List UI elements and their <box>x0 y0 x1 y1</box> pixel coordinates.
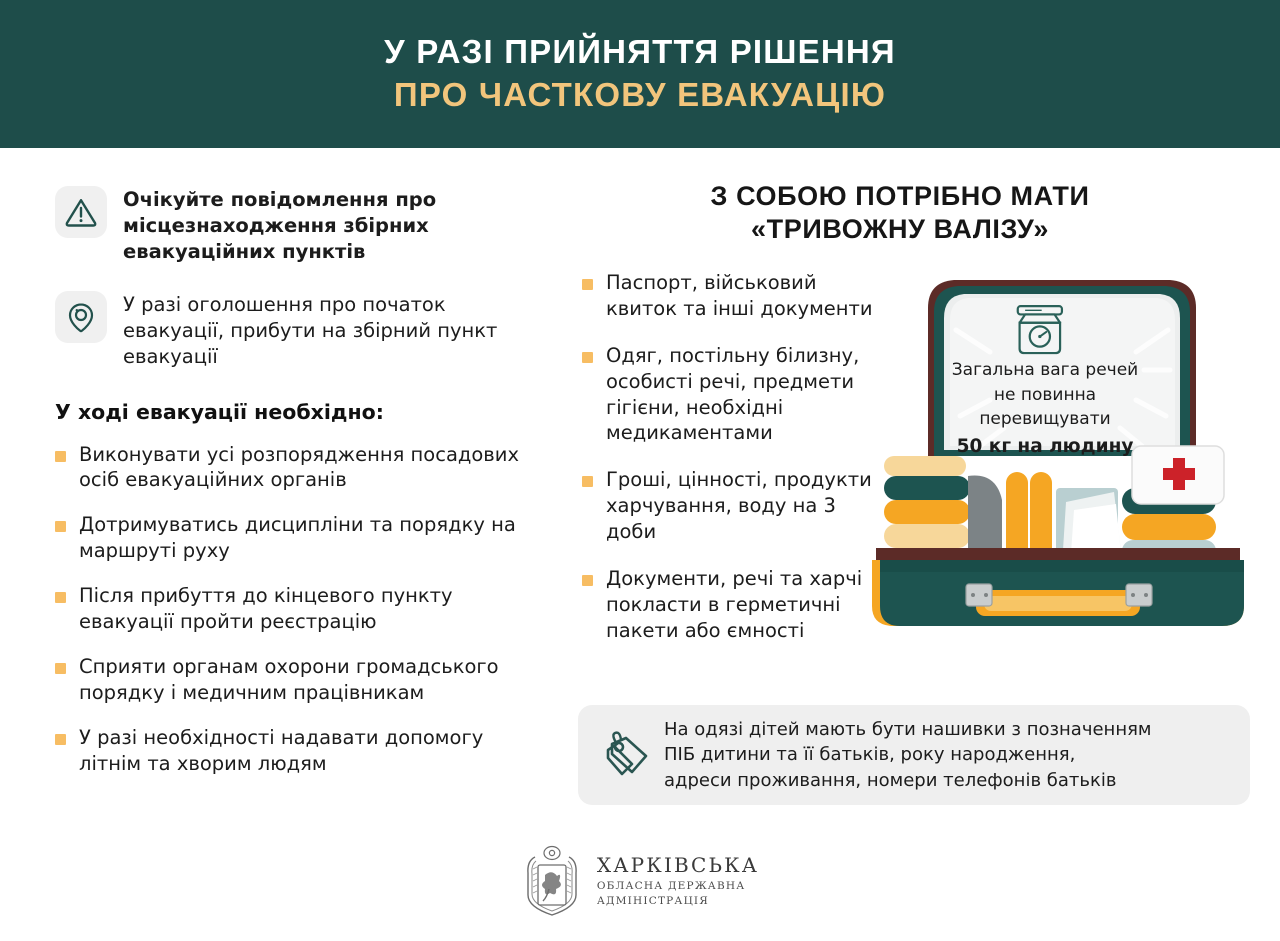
evacuation-duties-list <box>55 442 540 777</box>
list-item-label: У разі необхідності надавати допомогу літнім та хворим людям <box>79 725 484 775</box>
list-item <box>582 566 880 644</box>
page-header <box>0 0 1280 148</box>
list-item <box>55 725 540 777</box>
children-labels-note <box>578 705 1250 805</box>
list-item <box>582 343 880 447</box>
header-title-line2: ПРО ЧАСТКОВУ ЕВАКУАЦІЮ <box>393 76 887 113</box>
list-item <box>55 654 540 706</box>
bullet-square-icon <box>582 352 593 363</box>
price-tags-icon <box>600 728 654 782</box>
list-item <box>55 583 540 635</box>
notice-assembly-point <box>55 291 540 370</box>
header-title-line1: У РАЗІ ПРИЙНЯТТЯ РІШЕННЯ <box>384 33 896 71</box>
left-section-title: У ході евакуації необхідно: <box>55 399 384 424</box>
weight-emphasis: 50 кг на людину <box>956 435 1134 457</box>
footer-org-sub2: АДМІНІСТРАЦІЯ <box>596 894 709 907</box>
price-tags-icon-box <box>596 728 658 782</box>
bullet-square-icon <box>582 279 593 290</box>
weight-line2: не повинна <box>993 384 1097 405</box>
list-item-label: Гроші, цінності, продукти харчування, воду на 3 доби <box>606 468 872 544</box>
note-line2: ПІБ дитини та її батьків, року народження, <box>664 744 1076 766</box>
list-item-label: Одяг, постільну білизну, особисті речі, предмети гігієни, необхідні медикаментами <box>606 343 860 445</box>
list-item-label: Документи, речі та харчі покласти в герметичні пакети або ємності <box>606 567 863 643</box>
emergency-bag-list <box>560 270 880 665</box>
content-area <box>0 148 1280 941</box>
right-title-line1: З СОБОЮ ПОТРІБНО МАТИ <box>710 181 1090 211</box>
notice-awaiting-message-text: Очікуйте повідомлення про місцезнаходження збірних евакуаційних пунктів <box>123 188 437 263</box>
location-pin-icon <box>64 300 98 334</box>
footer-org-sub1: ОБЛАСНА ДЕРЖАВНА <box>596 880 746 893</box>
weight-limit-note <box>920 358 1170 461</box>
bullet-square-icon <box>55 734 66 745</box>
bullet-square-icon <box>582 476 593 487</box>
location-pin-icon-box <box>55 291 107 343</box>
children-labels-note-text <box>658 717 1152 794</box>
list-item-label: Після прибуття до кінцевого пункту евакуації пройти реєстрацію <box>79 584 453 634</box>
bullet-square-icon <box>55 592 66 603</box>
bullet-square-icon <box>55 451 66 462</box>
list-item <box>55 442 540 494</box>
right-title-line2: «ТРИВОЖНУ ВАЛІЗУ» <box>751 213 1049 244</box>
bullet-square-icon <box>582 575 593 586</box>
note-line3: адреси проживання, номери телефонів батьків <box>664 769 1117 791</box>
list-item <box>582 270 880 322</box>
footer-org-name: ХАРКІВСЬКА <box>596 853 760 878</box>
notice-assembly-point-text: У разі оголошення про початок евакуації, прибути на збірний пункт евакуації <box>123 292 498 368</box>
weight-line3: перевищувати <box>979 409 1111 430</box>
list-item <box>55 512 540 564</box>
bullet-square-icon <box>55 663 66 674</box>
left-column <box>0 148 540 941</box>
kharkiv-coat-of-arms-icon <box>521 845 583 917</box>
note-line1: На одязі дітей мають бути нашивки з позначенням <box>664 718 1152 740</box>
list-item-label: Виконувати усі розпорядження посадових осіб евакуаційних органів <box>79 442 520 492</box>
list-item-label: Паспорт, військовий квиток та інші документи <box>606 270 873 320</box>
footer-texts <box>597 854 759 907</box>
weight-line1: Загальна вага речей <box>951 359 1139 380</box>
suitcase-illustration-area <box>880 270 1250 665</box>
notice-awaiting-message <box>55 186 540 265</box>
list-item <box>582 467 880 545</box>
warning-triangle-icon <box>64 195 98 229</box>
footer <box>0 845 1280 917</box>
right-column-title <box>560 180 1250 246</box>
list-item-label: Сприяти органам охорони громадського порядку і медичним працівникам <box>79 655 499 704</box>
right-column <box>540 148 1280 941</box>
bullet-square-icon <box>55 521 66 532</box>
list-item-label: Дотримуватись дисципліни та порядку на маршруті руху <box>79 513 516 563</box>
warning-triangle-icon-box <box>55 186 107 238</box>
